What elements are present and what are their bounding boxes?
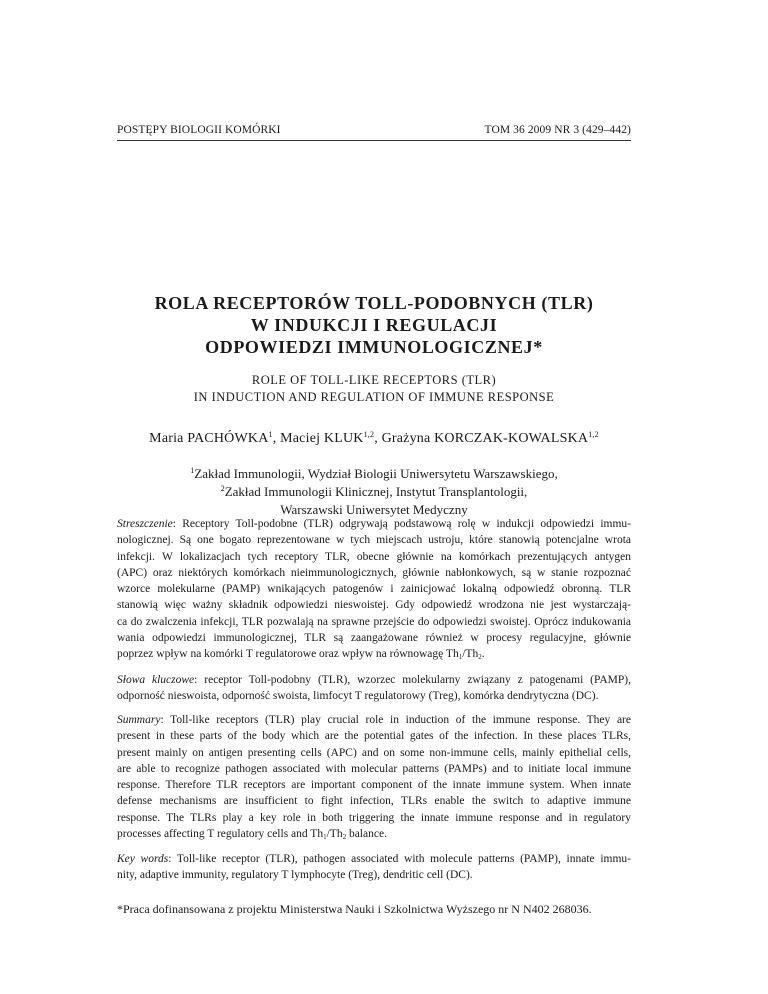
section-label: Key words <box>117 853 169 865</box>
affiliations <box>117 465 631 519</box>
keywords-polish <box>117 672 631 705</box>
abstract-line: are able to recognize pathogen associated with molecular patterns (PAMPs) and to initiate local immune <box>117 762 631 775</box>
author-name: Maciej KLUK <box>280 431 364 446</box>
section-label: Summary <box>117 714 161 726</box>
section-label: Słowa kluczowe <box>117 674 195 686</box>
author-affiliation-mark: 1 <box>268 430 273 439</box>
running-head <box>117 124 631 136</box>
english-title-line: ROLE OF TOLL-LIKE RECEPTORS (TLR) <box>251 373 497 387</box>
affiliation-text: Warszawski Uniwersytet Medyczny <box>280 502 468 517</box>
affiliation-text: Zakład Immunologii Klinicznej, Instytut Transplantologii, <box>224 484 528 499</box>
title-line: W INDUKCJI I REGULACJI <box>250 315 498 335</box>
section-label: Streszczenie <box>117 518 173 530</box>
title-line: ODPOWIEDZI IMMUNOLOGICZNEJ* <box>205 337 543 357</box>
abstract-line: infekcji. W lokalizacjach tych receptory TLR, obecne głównie na komórkach prezentujących antygen <box>117 550 631 563</box>
journal-name: POSTĘPY BIOLOGII KOMÓRKI <box>117 124 281 136</box>
keywords-line: Key words: Toll-like receptor (TLR), pathogen associated with molecule patterns (PAMP), innate immu- <box>117 853 631 865</box>
abstract-polish <box>117 516 631 663</box>
abstract-line: stanowią więc ważny składnik odpowiedzi nieswoistej. Gdy odpowiedź wrodzona nie jest wystarczają- <box>117 599 631 612</box>
keywords-line: Słowa kluczowe: receptor Toll-podobny (TLR), wzorzec molekularny związany z patogenami (PAMP), <box>117 674 631 686</box>
abstract-line: (APC) oraz niektórych komórkach nieimmunologicznych, głównie nabłonkowych, są w stanie rozpoznać <box>117 566 631 579</box>
english-title-line: IN INDUCTION AND REGULATION OF IMMUNE RESPONSE <box>193 390 555 404</box>
abstract-line: wzorce molekularne (PAMP) wnikających patogenów i zainicjować lokalną odpowiedź obronną. TLR <box>117 583 631 596</box>
author-name: Maria PACHÓWKA <box>149 431 269 446</box>
abstract-line: Summary: Toll-like receptors (TLR) play crucial role in induction of the immune response. They are <box>117 714 631 726</box>
author-affiliation-mark: 1,2 <box>588 430 599 439</box>
author-list: Maria PACHÓWKA$^1$, Maciej KLUK$^{1,2}$, Grażyna KORCZAK-KOWALSKA$^{1,2}$ <box>149 430 599 446</box>
abstract-line: present mainly on antigen presenting cells (APC) and on some non-immune cells, mainly epithelial cells, <box>117 746 631 759</box>
header-rule <box>117 140 631 141</box>
affiliation-mark: 1 <box>190 466 195 475</box>
abstract-line: response. Therefore TLR receptors are important component of the innate immune system. When innate <box>117 779 631 792</box>
keywords-line: nity, adaptive immunity, regulatory T lymphocyte (Treg), dendritic cell (DC). <box>117 869 473 882</box>
keywords-line: odporność nieswoista, odporność swoista, limfocyt T regulatorowy (Treg), komórka dendrytyczna (DC). <box>117 690 599 703</box>
abstract-line: nologicznej. Są one bogato reprezentowane w tych miejscach ustroju, które stanowią potencjalne wrota <box>117 534 631 547</box>
abstract-line: processes affecting T regulatory cells and $Th_1/Th_2$ balance. <box>117 828 387 842</box>
article-title <box>117 292 631 358</box>
keywords-english <box>117 851 631 884</box>
title-line: ROLA RECEPTORÓW TOLL-PODOBNYCH (TLR) <box>154 293 594 313</box>
funding-footnote: *Praca dofinansowana z projektu Ministerstwa Nauki i Szkolnictwa Wyższego nr N N402 268036. <box>117 902 592 916</box>
abstract-line: ca do zwalczenia infekcji, TLR pozwalają na sprawne przejście do odpowiedzi swoistej. Oprócz indukowania <box>117 615 631 628</box>
author-name: Grażyna KORCZAK-KOWALSKA <box>381 431 589 446</box>
abstract-line: present in these parts of the body which are the potential gates of the infection. In these places TLRs, <box>117 730 631 743</box>
author-affiliation-mark: 1,2 <box>363 430 375 439</box>
abstract-english <box>117 712 631 842</box>
abstract-line: defense mechanisms are insufficient to fight infection, TLRs enable the switch to adaptive immune <box>117 795 631 808</box>
affiliation-text: Zakład Immunologii, Wydział Biologii Uniwersytetu Warszawskiego, <box>194 466 558 481</box>
affiliation-mark: 2 <box>220 484 225 493</box>
english-title <box>117 372 631 406</box>
abstract-line: Streszczenie: Receptory Toll-podobne (TLR) odgrywają podstawową rolę w indukcji odpowiedzi immu- <box>117 518 631 530</box>
affiliation-line <box>117 483 631 501</box>
abstract-line: wania odpowiedzi immunologicznej, TLR są zaangażowane również w procesy regulacyjne, głównie <box>117 632 631 645</box>
abstract-line: poprzez wpływ na komórki T regulatorowe oraz wpływ na równowagę $Th_1/Th_2$. <box>117 648 485 662</box>
abstract-line: response. The TLRs play a key role in both triggering the innate immune response and in regulatory <box>117 811 631 824</box>
affiliation-line <box>117 465 631 483</box>
volume-info: TOM 36 2009 NR 3 (429–442) <box>484 124 631 136</box>
